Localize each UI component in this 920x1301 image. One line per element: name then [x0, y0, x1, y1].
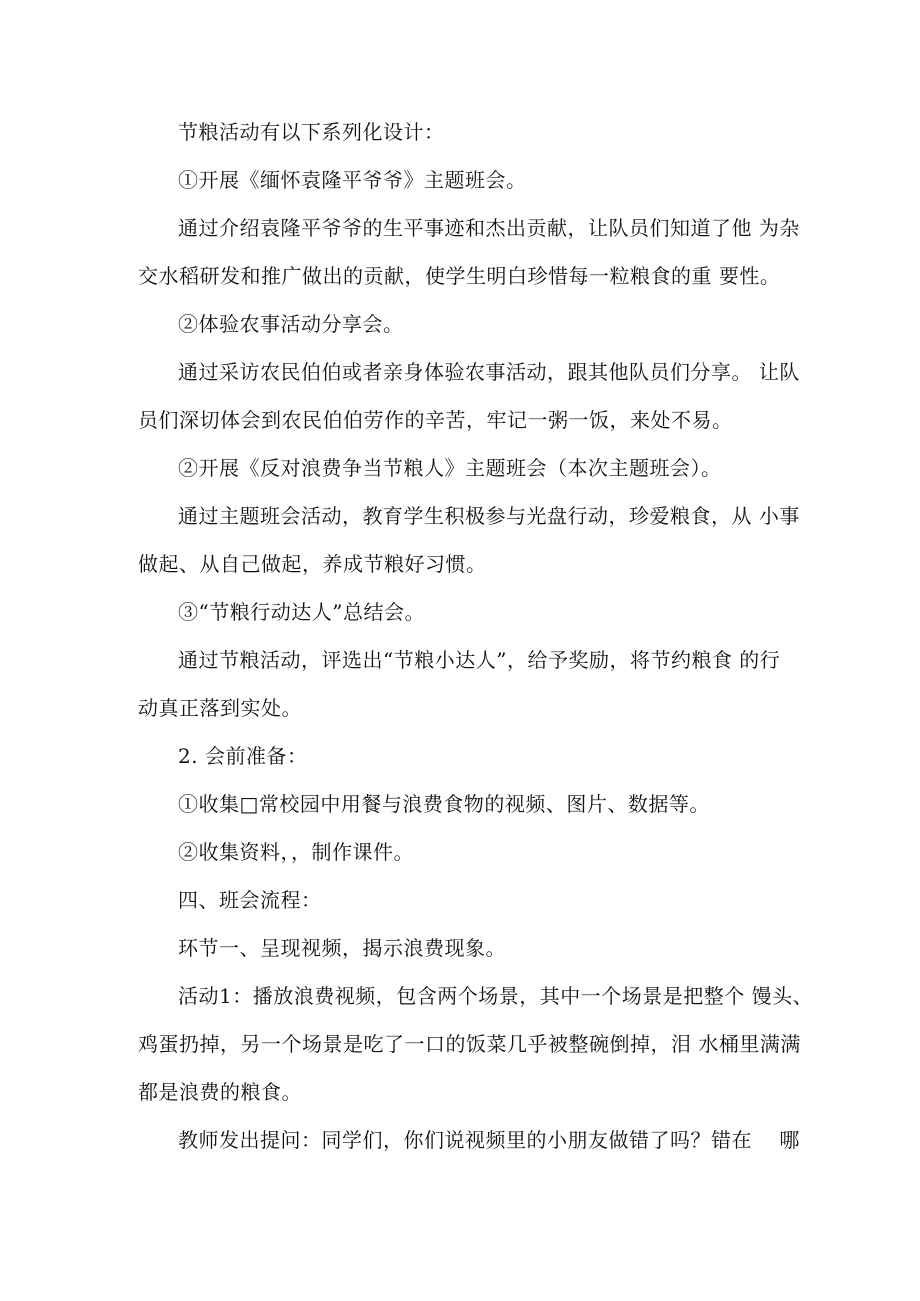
step-heading-1: 环节一、呈现视频，揭示浪费现象。: [178, 936, 506, 960]
paragraph-line: 通过采访农民伯伯或者亲身体验农事活动，跟其他队员们分享。 让队: [178, 360, 800, 384]
item-heading-3: ②开展《反对浪费争当节粮人》主题班会（本次主题班会）。: [178, 456, 722, 480]
item-heading-4: ③“节粮行动达人”总结会。: [178, 600, 425, 624]
prep-item-1: ①收集□常校园中用餐与浪费食物的视频、图片、数据等。: [178, 792, 710, 816]
paragraph-line: 通过节粮活动，评选出“节粮小达人”，给予奖励，将节约粮食 的行: [178, 648, 781, 672]
paragraph-line: 动真正落到实处。: [138, 696, 302, 720]
paragraph-line: 鸡蛋扔掉，另一个场景是吃了一口的饭菜几乎被整碗倒掉，泪 水桶里满满: [138, 1032, 801, 1056]
section-heading-process: 四、班会流程：: [178, 888, 322, 912]
item-heading-1: ①开展《缅怀袁隆平爷爷》主题班会。: [178, 168, 527, 192]
paragraph-line: 交水稻研发和推广做出的贡献，使学生明白珍惜每一粒粮食的重 要性。: [138, 264, 781, 288]
paragraph-line: 做起、从自己做起，养成节粮好习惯。: [138, 552, 487, 576]
prep-item-2: ②收集资料，，制作课件。: [178, 840, 414, 864]
paragraph-line: 教师发出提问：同学们，你们说视频里的小朋友做错了吗？错在 哪: [178, 1128, 800, 1152]
paragraph-line: 活动1：播放浪费视频，包含两个场景，其中一个场景是把整个 馒头、: [178, 984, 814, 1008]
intro-line: 节粮活动有以下系列化设计：: [178, 120, 445, 144]
paragraph-line: 通过介绍袁隆平爷爷的生平事迹和杰出贡献，让队员们知道了他 为杂: [178, 216, 800, 240]
paragraph-line: 通过主题班会活动，教育学生积极参与光盘行动，珍爱粮食，从 小事: [178, 504, 800, 528]
paragraph-line: 都是浪费的粮食。: [138, 1080, 302, 1104]
item-heading-2: ②体验农事活动分享会。: [178, 312, 404, 336]
paragraph-line: 员们深切体会到农民伯伯劳作的辛苦，牢记一粥一饭，来处不易。: [138, 408, 733, 432]
section-heading-preparation: 2. 会前准备：: [178, 744, 308, 768]
